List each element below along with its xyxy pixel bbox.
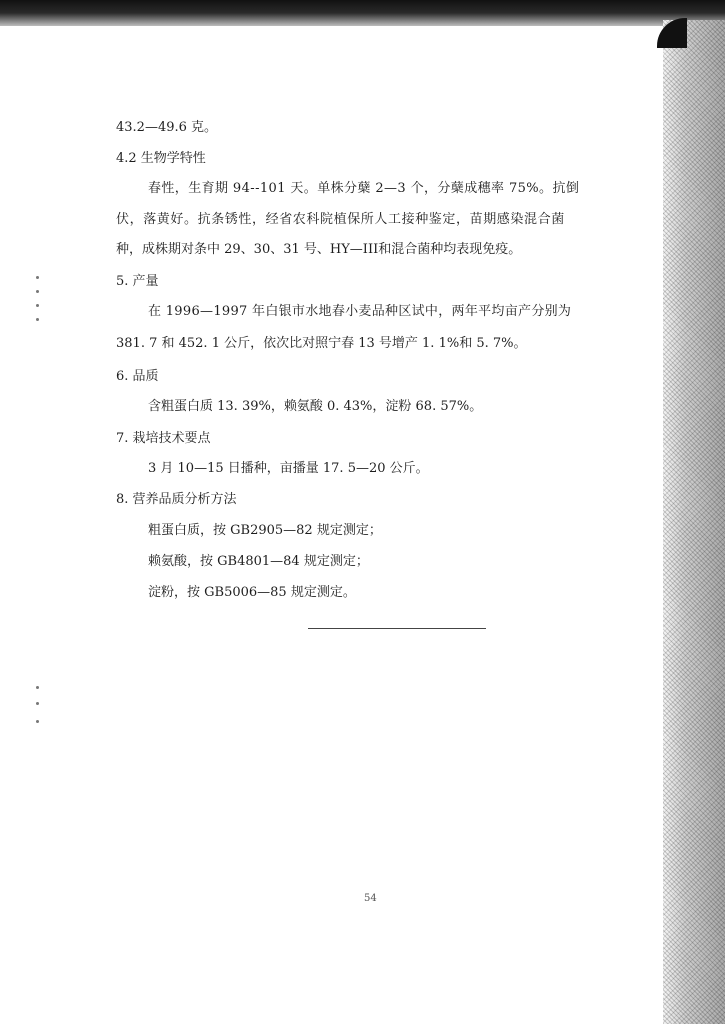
margin-speck bbox=[36, 686, 39, 689]
margin-speck bbox=[36, 276, 39, 279]
book-spine-shadow bbox=[663, 20, 725, 1024]
margin-speck bbox=[36, 318, 39, 321]
margin-speck bbox=[36, 304, 39, 307]
text-line: 含粗蛋白质 13. 39%，赖氨酸 0. 43%，淀粉 68. 57%。 bbox=[148, 399, 483, 414]
end-rule bbox=[308, 628, 486, 629]
section-heading: 4.2 生物学特性 bbox=[116, 151, 206, 166]
text-line: 在 1996—1997 年白银市水地春小麦品种区试中，两年平均亩产分别为 bbox=[148, 304, 572, 319]
text-line: 粗蛋白质，按 GB2905—82 规定测定； bbox=[148, 523, 382, 538]
text-line: 43.2—49.6 克。 bbox=[116, 120, 218, 135]
text-line: 种，成株期对条中 29、30、31 号、HY—III和混合菌种均表现免疫。 bbox=[116, 242, 522, 257]
text-line: 3 月 10—15 日播种，亩播量 17. 5—20 公斤。 bbox=[148, 461, 429, 476]
text-line: 381. 7 和 452. 1 公斤，依次比对照宁春 13 号增产 1. 1%和 5. 7%。 bbox=[116, 336, 527, 351]
text-line: 伏，落黄好。抗条锈性，经省农科院植保所人工接种鉴定，苗期感染混合菌 bbox=[116, 212, 565, 227]
page-number: 54 bbox=[364, 893, 377, 904]
section-heading: 7. 栽培技术要点 bbox=[116, 431, 211, 446]
margin-speck bbox=[36, 702, 39, 705]
text-line: 淀粉，按 GB5006—85 规定测定。 bbox=[148, 585, 356, 600]
section-heading: 5. 产量 bbox=[116, 274, 159, 289]
margin-speck bbox=[36, 720, 39, 723]
text-line: 春性，生育期 94--101 天。单株分蘖 2—3 个，分蘖成穗率 75%。抗倒 bbox=[148, 181, 580, 196]
margin-speck bbox=[36, 290, 39, 293]
section-heading: 8. 营养品质分析方法 bbox=[116, 492, 237, 507]
text-line: 赖氨酸，按 GB4801—84 规定测定； bbox=[148, 554, 369, 569]
scan-top-shadow bbox=[0, 0, 725, 26]
section-heading: 6. 品质 bbox=[116, 369, 159, 384]
